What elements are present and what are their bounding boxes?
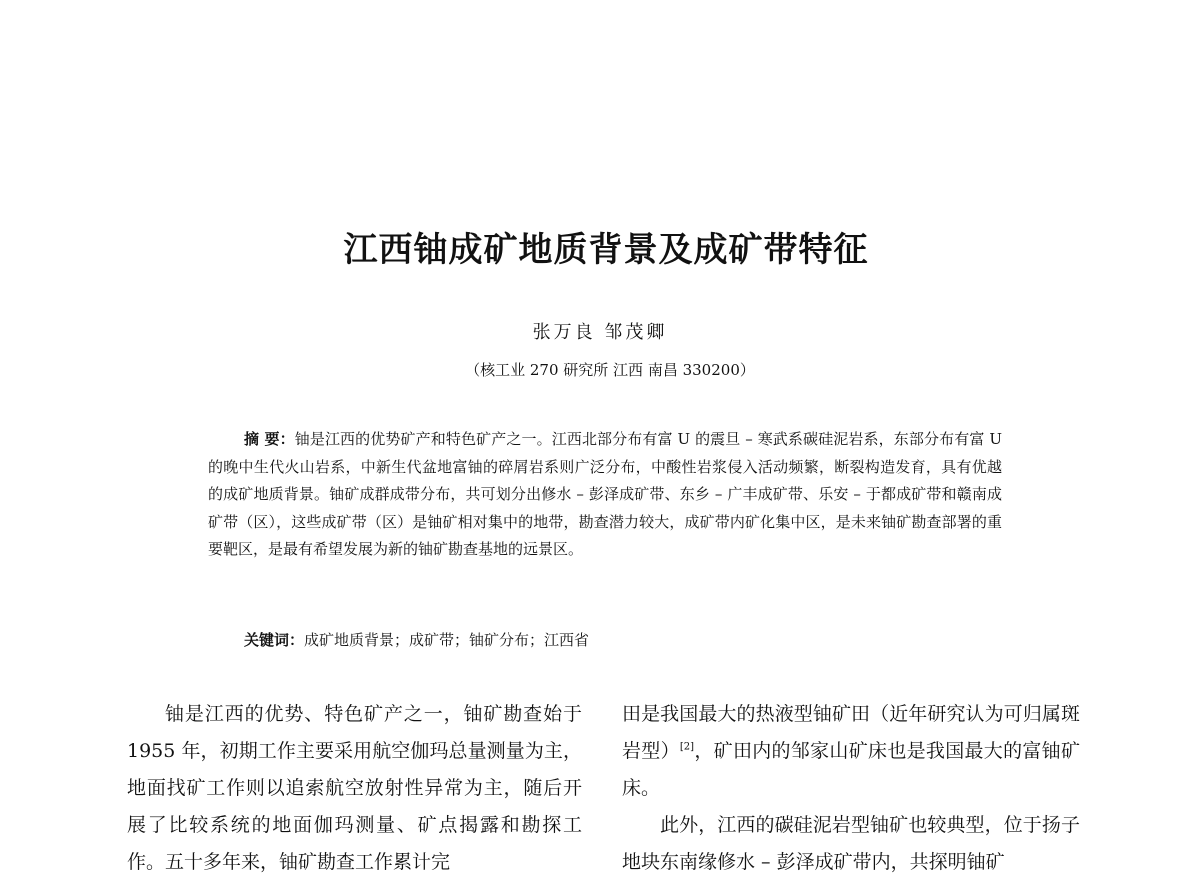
keywords-block [244,628,1004,652]
reference-marker: [2] [679,741,695,753]
body-paragraph: 铀是江西的优势、特色矿产之一，铀矿勘查始于 1955 年，初期工作主要采用航空伽玛总量测量为主，地面找矿工作则以追索航空放射性异常为主，随后开展了比较系统的地面伽玛测量、矿点揭露和勘探工作。五十多年来，铀矿勘查工作累计完 [127,703,582,873]
paper-affiliation: （核工业 270 研究所 江西 南昌 330200） [465,361,755,379]
abstract-block [208,426,1002,564]
body-paragraph: 此外，江西的碳硅泥岩型铀矿也较典型，位于扬子地块东南缘修水 – 彭泽成矿带内，共探明铀矿 [622,814,1080,873]
paper-title: 江西铀成矿地质背景及成矿带特征 [343,230,869,270]
body-column-right [622,696,1080,881]
abstract-label: 摘 要： [244,430,295,448]
body-text: ，矿田内的邹家山矿床也是我国最大的富铀矿床。 [622,740,1080,799]
body-column-left [127,696,582,881]
abstract-text: 铀是江西的优势矿产和特色矿产之一。江西北部分布有富 U 的震旦 – 寒武系碳硅泥岩系，东部分布有富 U 的晚中生代火山岩系，中新生代盆地富铀的碎屑岩系则广泛分布，中酸性岩浆侵入活动频繁，断裂构造发育，具有优越的成矿地质背景。铀矿成群成带分布，共可划分出修水 – 彭泽成矿带、东乡 – 广丰成矿带、乐安 – 于都成矿带和赣南成矿带（区），这些成矿带（区）是铀矿相对集中的地带，勘查潜力较大，成矿带内矿化集中区，是未来铀矿勘查部署的重要靶区，是最有希望发展为新的铀矿勘查基地的远景区。 [208,430,1002,558]
body-text: 田是我国最大的热液型铀矿田（近年研究认为可归属斑岩型） [622,703,1080,762]
keywords-label: 关键词： [244,631,305,649]
keywords-text: 成矿地质背景；成矿带；铀矿分布；江西省 [304,631,590,649]
body-paragraph [622,696,1080,807]
paper-authors: 张万良 邹茂卿 [532,322,668,343]
